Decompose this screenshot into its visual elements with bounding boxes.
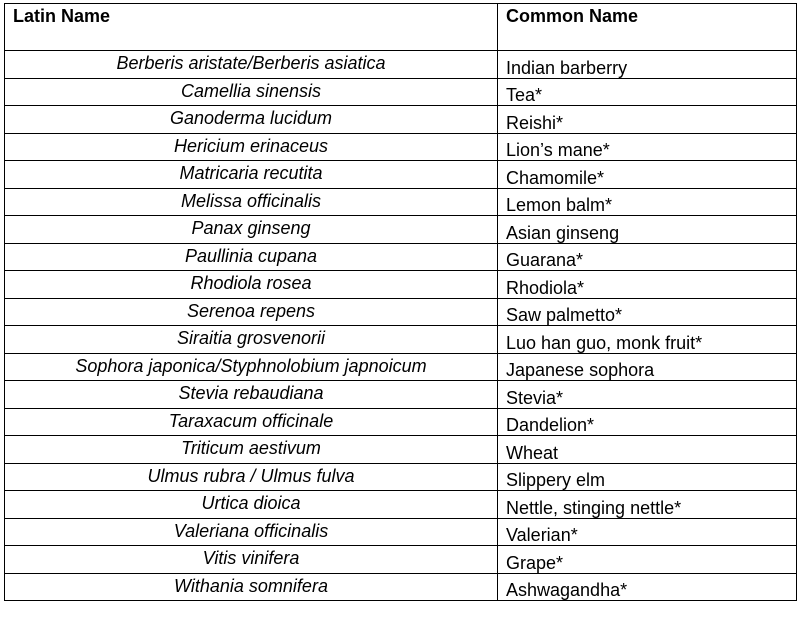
latin-name-cell: Serenoa repens <box>5 298 498 326</box>
table-row <box>5 188 797 216</box>
table-row <box>5 463 797 491</box>
common-name-cell: Lion’s mane* <box>498 133 797 161</box>
common-name-cell: Dandelion* <box>498 408 797 436</box>
latin-name-cell: Ulmus rubra / Ulmus fulva <box>5 463 498 491</box>
latin-name-cell: Stevia rebaudiana <box>5 381 498 409</box>
latin-name-cell: Withania somnifera <box>5 573 498 601</box>
table-row <box>5 436 797 464</box>
latin-name-cell: Paullinia cupana <box>5 243 498 271</box>
table-row <box>5 546 797 574</box>
common-name-cell: Ashwagandha* <box>498 573 797 601</box>
latin-name-cell: Valeriana officinalis <box>5 518 498 546</box>
common-name-cell: Valerian* <box>498 518 797 546</box>
herb-names-table <box>4 3 797 601</box>
table-row <box>5 271 797 299</box>
table-row <box>5 491 797 519</box>
latin-name-cell: Sophora japonica/Styphnolobium japnoicum <box>5 353 498 381</box>
table-row <box>5 78 797 106</box>
latin-name-cell: Urtica dioica <box>5 491 498 519</box>
common-name-cell: Rhodiola* <box>498 271 797 299</box>
table-row <box>5 573 797 601</box>
common-name-cell: Nettle, stinging nettle* <box>498 491 797 519</box>
latin-name-header: Latin Name <box>5 4 498 51</box>
common-name-cell: Wheat <box>498 436 797 464</box>
latin-name-cell: Camellia sinensis <box>5 78 498 106</box>
table-row <box>5 326 797 354</box>
latin-name-cell: Taraxacum officinale <box>5 408 498 436</box>
table-row <box>5 518 797 546</box>
common-name-cell: Japanese sophora <box>498 353 797 381</box>
table-row <box>5 133 797 161</box>
table-row <box>5 381 797 409</box>
common-name-cell: Stevia* <box>498 381 797 409</box>
table-row <box>5 353 797 381</box>
latin-name-cell: Matricaria recutita <box>5 161 498 189</box>
latin-name-cell: Triticum aestivum <box>5 436 498 464</box>
latin-name-cell: Panax ginseng <box>5 216 498 244</box>
latin-name-cell: Vitis vinifera <box>5 546 498 574</box>
latin-name-cell: Rhodiola rosea <box>5 271 498 299</box>
table-row <box>5 298 797 326</box>
common-name-cell: Saw palmetto* <box>498 298 797 326</box>
table-row <box>5 106 797 134</box>
table-row <box>5 216 797 244</box>
latin-name-cell: Hericium erinaceus <box>5 133 498 161</box>
common-name-cell: Lemon balm* <box>498 188 797 216</box>
common-name-cell: Reishi* <box>498 106 797 134</box>
table-row <box>5 51 797 79</box>
header-row <box>5 4 797 51</box>
common-name-cell: Luo han guo, monk fruit* <box>498 326 797 354</box>
latin-name-cell: Berberis aristate/Berberis asiatica <box>5 51 498 79</box>
common-name-cell: Grape* <box>498 546 797 574</box>
table-row <box>5 408 797 436</box>
table-row <box>5 243 797 271</box>
latin-name-cell: Ganoderma lucidum <box>5 106 498 134</box>
common-name-cell: Slippery elm <box>498 463 797 491</box>
common-name-cell: Asian ginseng <box>498 216 797 244</box>
latin-name-cell: Siraitia grosvenorii <box>5 326 498 354</box>
common-name-cell: Chamomile* <box>498 161 797 189</box>
common-name-cell: Indian barberry <box>498 51 797 79</box>
latin-name-cell: Melissa officinalis <box>5 188 498 216</box>
common-name-cell: Guarana* <box>498 243 797 271</box>
common-name-cell: Tea* <box>498 78 797 106</box>
common-name-header: Common Name <box>498 4 797 51</box>
table-header <box>5 4 797 51</box>
table-row <box>5 161 797 189</box>
table-body <box>5 51 797 601</box>
